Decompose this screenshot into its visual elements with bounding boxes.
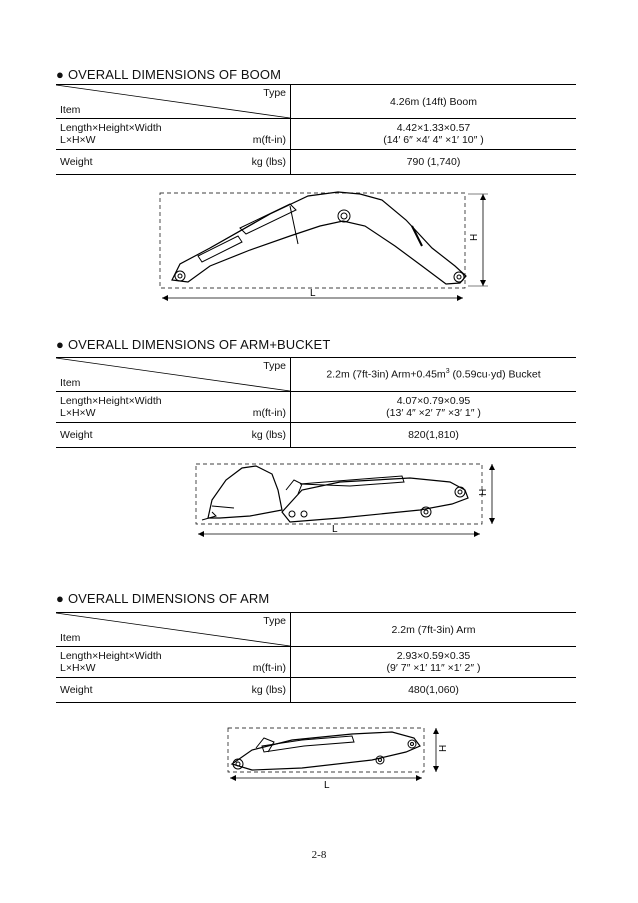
dimensions-label: Length×Height×Width L×H×W m(ft-in) xyxy=(60,122,286,146)
type-value: 4.26m (14ft) Boom xyxy=(291,85,577,119)
type-label: Type xyxy=(263,615,286,627)
dimensions-unit: m(ft-in) xyxy=(252,407,286,419)
bullet-icon: ● xyxy=(56,591,64,606)
height-label: H xyxy=(438,744,449,752)
section-title-text: OVERALL DIMENSIONS OF ARM+BUCKET xyxy=(67,337,331,352)
dimensions-label: Length×Height×Width L×H×W m(ft-in) xyxy=(60,650,286,674)
dimensions-unit: m(ft-in) xyxy=(252,134,286,146)
weight-label: Weight xyxy=(60,429,93,441)
arm-drawing xyxy=(222,718,452,790)
page-number: 2-8 xyxy=(311,849,327,861)
type-label: Type xyxy=(263,360,286,372)
diagonal-divider xyxy=(56,613,290,646)
diagonal-divider xyxy=(56,358,290,391)
weight-row xyxy=(56,150,576,175)
height-label: H xyxy=(469,233,480,241)
section-title-arm xyxy=(56,591,269,606)
section-title-boom xyxy=(56,67,281,82)
length-label: L xyxy=(310,288,316,299)
table-header-row xyxy=(56,85,576,119)
weight-row xyxy=(56,423,576,448)
boom-drawing xyxy=(150,186,495,308)
arm-bucket-spec-table xyxy=(56,357,576,448)
dimensions-row xyxy=(56,647,576,678)
table-header-row xyxy=(56,358,576,392)
header-item-type-cell xyxy=(56,358,291,392)
length-label: L xyxy=(332,524,338,535)
weight-label: Weight xyxy=(60,684,93,696)
weight-unit: kg (lbs) xyxy=(251,429,286,441)
diagonal-divider xyxy=(56,85,290,118)
type-value: 2.2m (7ft-3in) $Arm+0.45m^3$ (0.59cu·yd) Bucket xyxy=(291,358,577,392)
weight-row xyxy=(56,678,576,703)
header-item-type-cell xyxy=(56,613,291,647)
item-label: Item xyxy=(60,377,81,389)
weight-unit: kg (lbs) xyxy=(251,684,286,696)
section-title-text: OVERALL DIMENSIONS OF ARM xyxy=(67,591,270,606)
header-item-type-cell xyxy=(56,85,291,119)
table-header-row xyxy=(56,613,576,647)
dimensions-row xyxy=(56,119,576,150)
section-title-text: OVERALL DIMENSIONS OF BOOM xyxy=(67,67,281,82)
boom-spec-table xyxy=(56,84,576,175)
dimensions-value: 2.93×0.59×0.35 (9′ 7″ ×1′ 11″ ×1′ 2″ ) xyxy=(291,647,577,678)
dimensions-row xyxy=(56,392,576,423)
height-label: H xyxy=(478,488,489,496)
length-label: L xyxy=(324,780,330,790)
arm-spec-table xyxy=(56,612,576,703)
arm-bucket-drawing xyxy=(190,460,500,540)
weight-unit: kg (lbs) xyxy=(251,156,286,168)
item-label: Item xyxy=(60,632,81,644)
bullet-icon: ● xyxy=(56,67,64,82)
weight-value: 820(1,810) xyxy=(291,423,577,448)
dimensions-value: 4.07×0.79×0.95 (13′ 4″ ×2′ 7″ ×3′ 1″ ) xyxy=(291,392,577,423)
weight-value: 480(1,060) xyxy=(291,678,577,703)
item-label: Item xyxy=(60,104,81,116)
weight-value: 790 (1,740) xyxy=(291,150,577,175)
dimensions-value: 4.42×1.33×0.57 (14′ 6″ ×4′ 4″ ×1′ 10″ ) xyxy=(291,119,577,150)
section-title-arm-bucket xyxy=(56,337,330,352)
weight-label: Weight xyxy=(60,156,93,168)
bullet-icon: ● xyxy=(56,337,64,352)
type-label: Type xyxy=(263,87,286,99)
dimensions-unit: m(ft-in) xyxy=(252,662,286,674)
type-value: 2.2m (7ft-3in) Arm xyxy=(291,613,577,647)
dimensions-label: Length×Height×Width L×H×W m(ft-in) xyxy=(60,395,286,419)
